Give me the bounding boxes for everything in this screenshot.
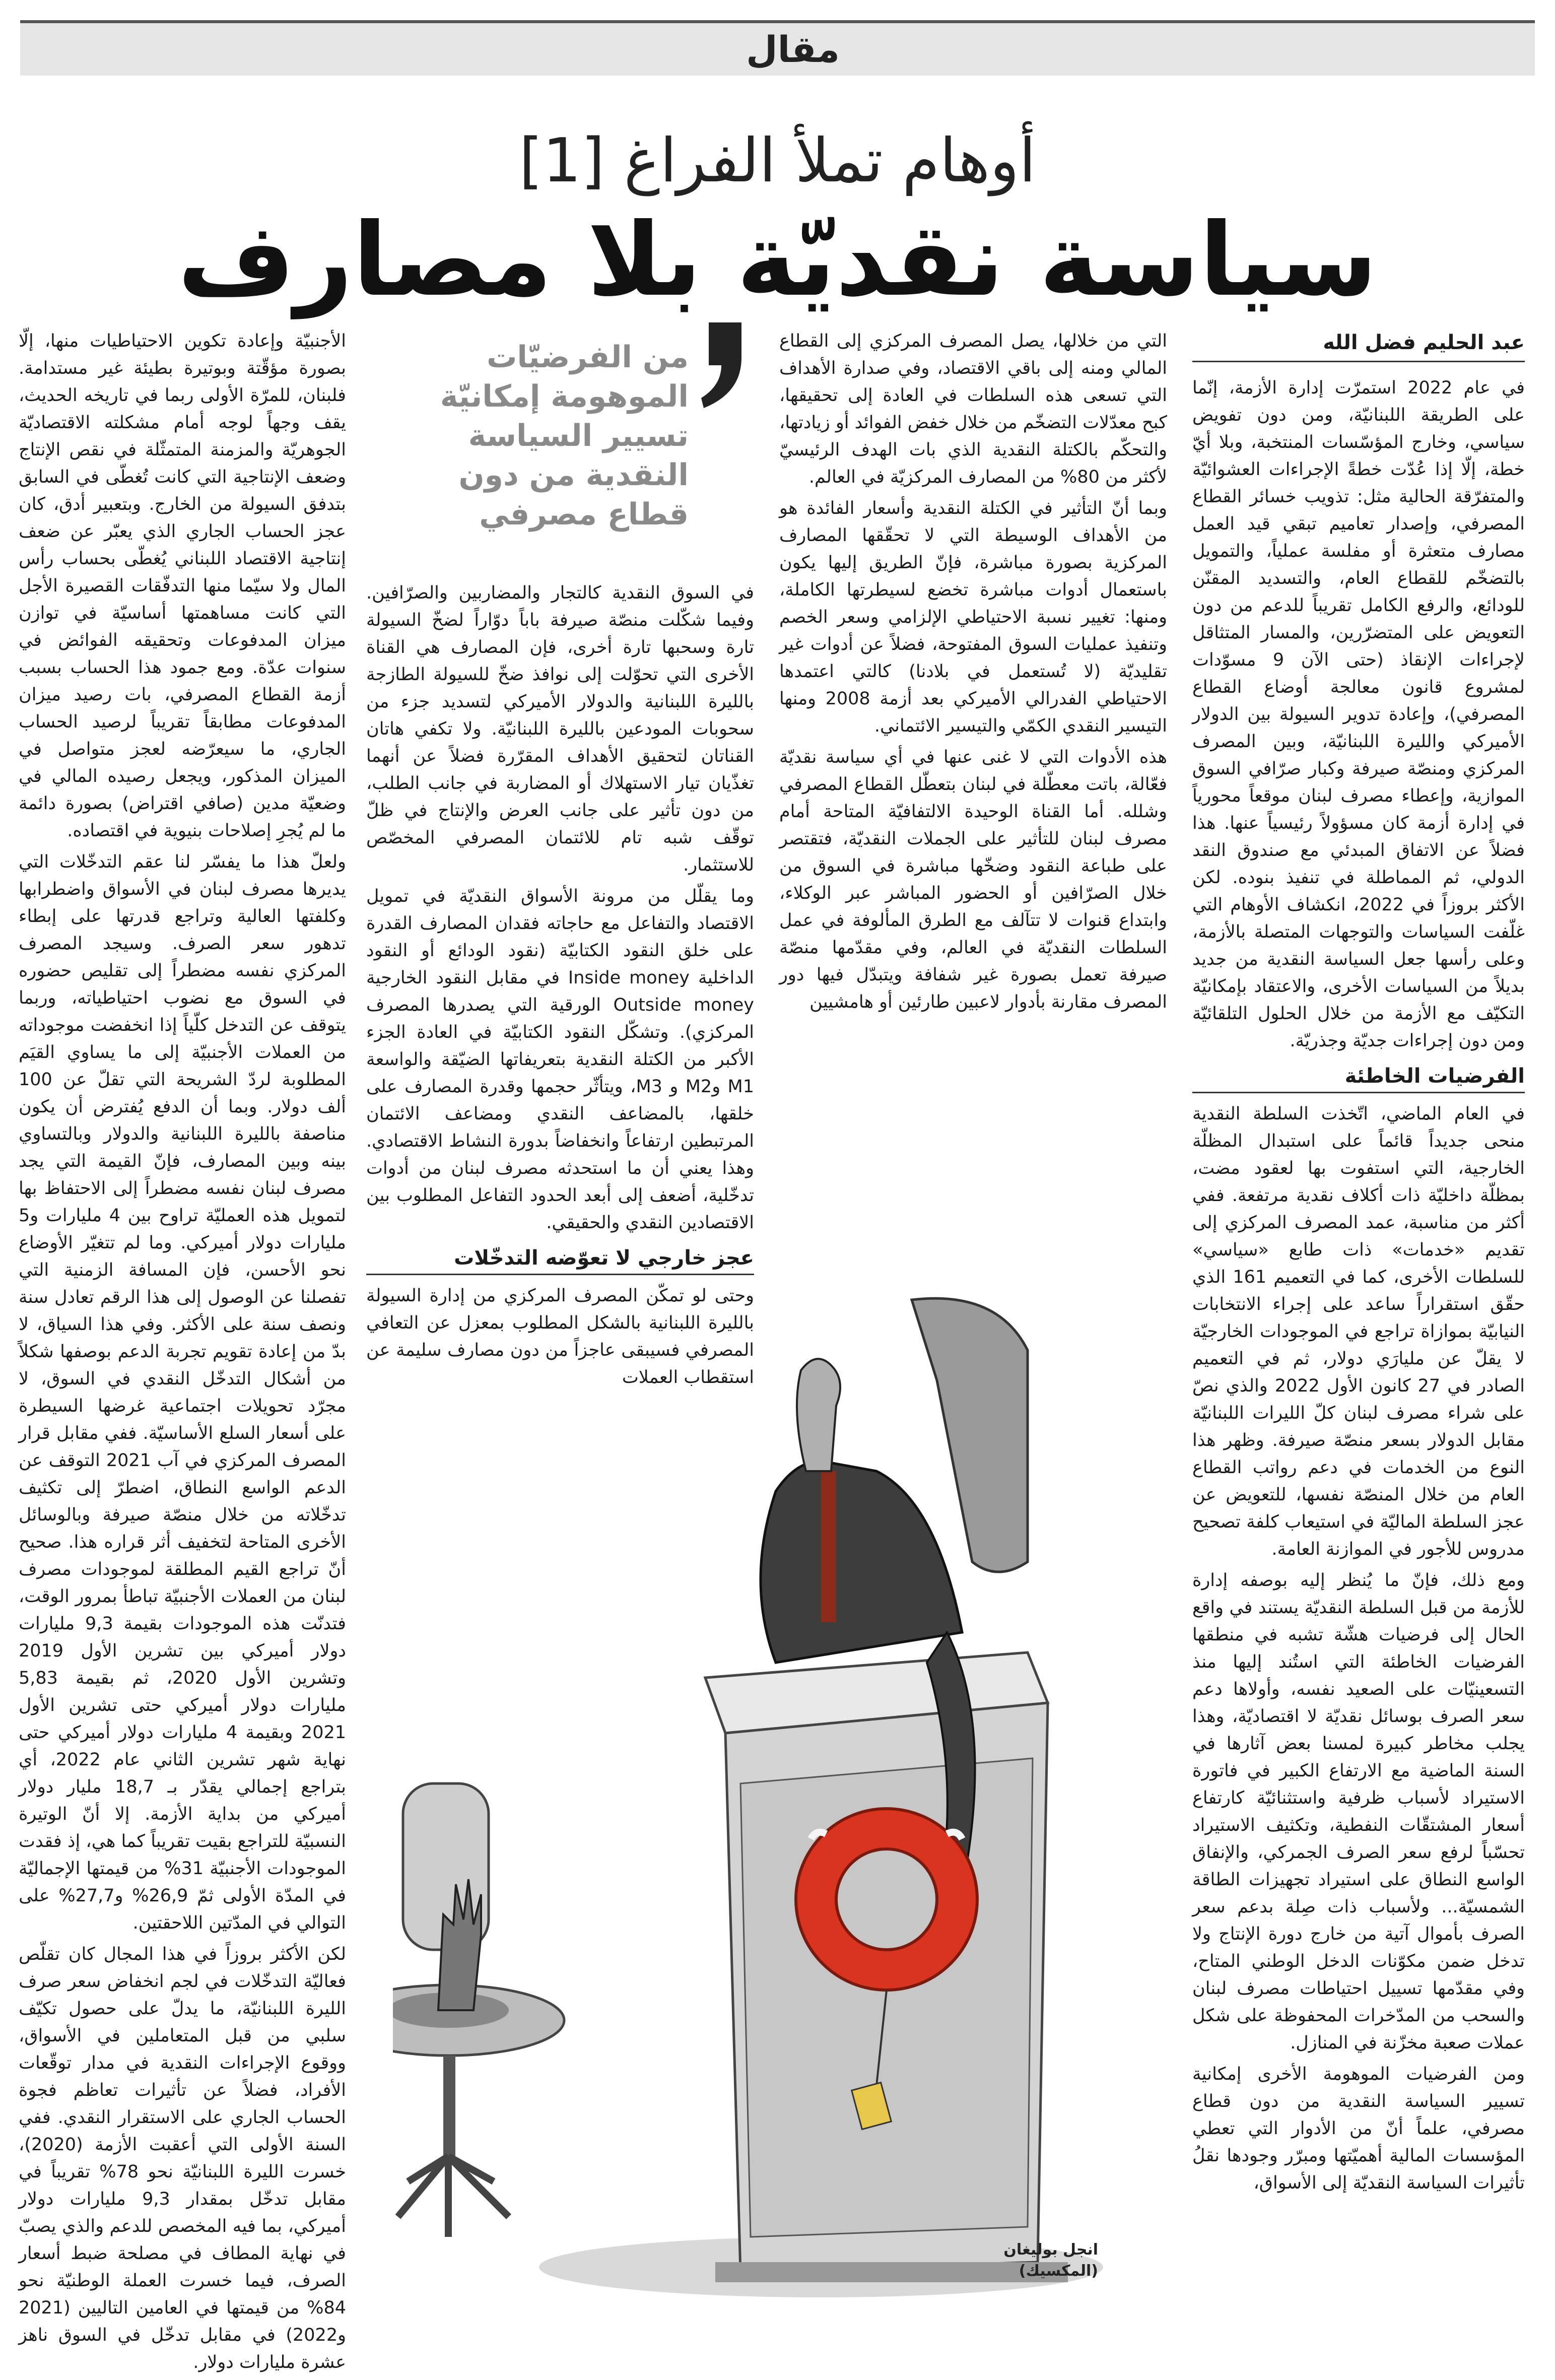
paragraph: وبما أنّ التأثير في الكتلة النقدية وأسعار الفائدة هو من الأهداف الوسيطة التي لا تحقّقها المصارف المركزية بصورة مباشرة، فإنّ الطريق إليها يكون باستعمال أدوات مباشرة تخضع لسيطرتها الكاملة، ومنها: تغيير نسبة الاحتياطي الإلزامي وسعر الخصم وتنفيذ عمليات السوق المفتوحة، فضلاً عن أدوات غير تقليديّة (لا تُستعمل في بلادنا) كالتي اعتمدها الاحتياطي الفدرالي الأميركي بعد أزمة 2008 ومنها التيسير النقدي الكمّي والتيسير الائتماني. [779, 498, 1167, 736]
paragraph: التي من خلالها، يصل المصرف المركزي إلى القطاع المالي ومنه إلى باقي الاقتصاد، وفي صدارة الأهداف التي تسعى هذه السلطات في العادة إلى تحقيقها، كبح معدّلات التضخّم من خلال خفض الفوائد أو زيادتها، والتحكّم بالكتلة النقدية الذي بات الهدف الرئيسيّ لأكثر من 80% من المصارف المركزيّة في العالم. [779, 331, 1167, 487]
pull-quote-text: من الفرضيّات الموهومة إمكانيّة تسيير السياسة النقدية من دون قطاع مصرفي [440, 340, 689, 532]
paragraph: الأجنبيّة وإعادة تكوين الاحتياطيات منها، إلّا بصورة مؤقّتة وبوتيرة بطيئة غير مستدامة. فلبنان، للمرّة الأولى ربما في تاريخه الحديث، يقف وجهاً لوجه أمام مشكلته الاقتصاديّة الجوهريّة والمزمنة المتمثّلة في نقص الإنتاج وضعف الإنتاجية التي كانت تُغطّى في السابق بتدفق السيولة من الخارج. وبتعبير أدق، كان عجز الحساب الجاري الذي يعبّر عن ضعف إنتاجية الاقتصاد اللبناني يُغطّى بحساب رأس المال ولا سيّما منها التدفّقات القصيرة الأجل التي كانت مساهمتها أساسيّة في توازن ميزان المدفوعات وتحقيقه الفوائض في سنوات عدّة. ومع جمود هذا الحساب بسبب أزمة القطاع المصرفي، بات رصيد ميزان المدفوعات مطابقاً تقريباً لرصيد الحساب الجاري، ما سيعرّضه لعجز متواصل في الميزان المذكور، ويجعل رصيده المالي في وضعيّة مدين (صافي اقتراض) بصورة دائمة ما لم يُجرِ إصلاحات بنيوية في اقتصاده. [19, 331, 346, 841]
cartoon-illustration [393, 1280, 1113, 2318]
paragraph: في السوق النقدية كالتجار والمضاربين والصرّافين. وفيما شكّلت منصّة صيرفة باباً دوّاراً لضخّ السيولة تارة وسحبها تارة أخرى، فإن المصارف هي القناة الأخرى التي تحوّلت إلى نوافذ ضخّ للسيولة الطازجة بالليرة اللبنانية والدولار الأميركي لتسديد جزء من سحوبات المودعين بالليرة اللبنانيّة. ولا تكفي هاتان القناتان لتحقيق الأهداف المقرّرة فضلاً عن أنهما تغذّيان تيار الاستهلاك أو المضاربة في جانب الطلب، من دون تأثير على جانب العرض والإنتاج في ظلّ توقّف شبه تام للائتمان المصرفي المخصّص للاستثمار. [366, 583, 754, 875]
paragraph: ومن الفرضيات الموهومة الأخرى إمكانية تسيير السياسة النقدية من دون قطاع مصرفي، علماً أنّ من الأدوار التي تعطي المؤسسات المالية أهميّتها ومبرّر وجودها نقلُ تأثيرات السياسة النقديّة إلى الأسواق، [1192, 2064, 1525, 2193]
article-column-4 [19, 327, 346, 2380]
subheading: عجز خارجي لا تعوّضه التدخّلات [366, 1244, 754, 1275]
section-bar [20, 20, 1535, 76]
subheading: الفرضيات الخاطئة [1192, 1063, 1525, 1093]
article-column-2 [779, 327, 1167, 1020]
article-headline: سياسة نقديّة بلا مصارف [177, 202, 1378, 319]
illustration-credit [997, 2239, 1098, 2282]
artist-origin: (المكسيك) [1019, 2262, 1098, 2280]
section-label: مقال [746, 28, 840, 71]
paragraph: وحتى لو تمكّن المصرف المركزي من إدارة السيولة بالليرة اللبنانية بالشكل المطلوب بمعزل عن التعافي المصرفي فسيبقى عاجزاً من دون مصارف سليمة عن استقطاب العملات [366, 1286, 754, 1387]
pull-quote [366, 327, 754, 564]
paragraph: ولعلّ هذا ما يفسّر لنا عقم التدخّلات التي يديرها مصرف لبنان في الأسواق واضطرابها وكلفتها العالية وتراجع قدرتها على إبطاء تدهور سعر الصرف. وسيجد المصرف المركزي نفسه مضطراً إلى تقليص حضوره في السوق مع نضوب احتياطياته، وربما يتوقف عن التدخل كلّياً إذا انخفضت موجوداته من العملات الأجنبيّة إلى ما يساوي القيَم المطلوبة لردّ الشريحة التي تقلّ عن 100 ألف دولار. وبما أن الدفع يُفترض أن يكون مناصفة بالليرة اللبنانية والدولار وبالتساوي بينه وبين المصارف، فإنّ القيمة التي يجد مصرف لبنان نفسه مضطراً إلى الاحتفاظ بها لتمويل هذه العمليّة تراوح بين 4 مليارات و5 مليارات دولار أميركي. وما لم تتغيّر الأوضاع نحو الأحسن، فإن المسافة الزمنية التي تفصلنا عن الوصول إلى هذا الرقم تعادل سنة ونصف سنة على الأكثر. وفي هذا السياق، لا بدّ من إعادة تقويم تجربة الدعم بوصفها شكلاً من أشكال التدخّل النقدي في السوق، لا مجرّد تحويلات اجتماعية غرضها السيطرة على أسعار السلع الأساسيّة. ففي مقابل قرار المصرف المركزي في آب 2021 التوقف عن الدعم الواسع النطاق، اضطرّ إلى تكثيف تدخّلاته من خلال منصّة صيرفة وبالوسائل الأخرى المتاحة لتخفيف أثر قراره هذا. صحيح أنّ تراجع القيم المطلقة لموجودات مصرف لبنان من العملات الأجنبيّة تباطأ بمرور الوقت، فتدنّت هذه الموجودات بقيمة 9,3 مليارات دولار أميركي بين تشرين الأول 2019 وتشرين الأول 2020، ثم بقيمة 5,83 مليارات دولار أميركي حتى تشرين الأول 2021 وبقيمة 4 مليارات دولار أميركي حتى نهاية شهر تشرين الثاني عام 2022، أي بتراجع إجمالي يقدّر بـ 18,7 مليار دولار أميركي من بداية الأزمة. إلا أنّ الوتيرة النسبيّة للتراجع بقيت تقريباً كما هي، إذ فقدت الموجودات الأجنبيّة 31% من قيمتها الإجماليّة في المدّة الأولى ثمّ 26,9% و27,7% على التوالي في المدّتين اللاحقتين. [19, 852, 346, 1933]
article-kicker [252, 126, 1303, 196]
paragraph: ومع ذلك، فإنّ ما يُنظر إليه بوصفه إدارة للأزمة من قبل السلطة النقديّة يستند في واقع الحال إلى فرضيات هشّة تشبه في منطقها الفرضيات الخاطئة التي استُند إليها منذ التسعينيّات على الصعيد نفسه، وأولاها دعم سعر الصرف بوسائل نقديّة لا اقتصاديّة، وهذا يجلب مخاطر كبيرة لمسنا بعض آثارها في السنة الماضية مع الارتفاع الكبير في فاتورة الاستيراد لأسباب ظرفية واستثنائيّة كارتفاع أسعار المشتقّات النفطية، وتكثيف الاستيراد تحسّباً لرفع سعر الصرف الجمركي، والإنفاق الواسع النطاق على استيراد تجهيزات الطاقة الشمسيّة... ولأسباب ذات صِلة بدعم سعر الصرف بأموال آتية من خارج دورة الإنتاج ولا تدخل ضمن مكوّنات الدخل الوطني المتاح، وفي مقدّمها تسييل احتياطات مصرف لبنان والسحب من المدّخرات المحفوظة على شكل عملات صعبة مخزّنة في المنازل. [1192, 1570, 1525, 2053]
quote-mark-icon [699, 322, 744, 408]
kicker-number: [1] [519, 126, 605, 196]
paragraph: لكن الأكثر بروزاً في هذا المجال كان تقلّص فعاليّة التدخّلات في لجم انخفاض سعر صرف الليرة اللبنانيّة، ما يدلّ على حصول تكيّف سلبي من قبل المتعاملين في الأسواق، ووقوع الإجراءات النقدية في مدار توقّعات الأفراد، فضلاً عن تأثيرات تعاظم فجوة الحساب الجاري على الاستقرار النقدي. ففي السنة الأولى التي أعقبت الأزمة (2020)، خسرت الليرة اللبنانيّة نحو 78% تقريباً في مقابل تدخّل بمقدار 9,3 مليارات دولار أميركي، بما فيه المخصص للدعم والذي يصبّ في نهاية المطاف في مصلحة ضبط أسعار الصرف، فيما خسرت العملة الوطنيّة نحو 84% من قيمتها في العامين التاليين (2021 و2022) في مقابل تدخّل في السوق ناهز عشرة مليارات دولار. [19, 1944, 346, 2372]
article-column-1 [1192, 327, 1525, 2201]
office-chair-icon [393, 1783, 564, 2237]
paragraph: في العام الماضي، اتّخذت السلطة النقدية منحى جديداً قائماً على استبدال المظلّة الخارجية، التي استفوت بها لعقود مضت، بمظلّة داخليّة ذات أكلاف نقدية مرتفعة. ففي أكثر من مناسبة، عمد المصرف المركزي إلى تقديم «خدمات» ذات طابع «سياسي» للسلطات الأخرى، كما في التعميم 161 الذي حقّق استقراراً ساعد على إجراء الانتخابات النيابيّة بموازاة تراجع في الموجودات الخارجيّة لا يقلّ عن مليارَي دولار، ثم في التعميم الصادر في 27 كانون الأول 2022 والذي نصّ على شراء مصرف لبنان كلّ الليرات اللبنانيّة مقابل الدولار بسعر منصّة صيرفة. وظهر هذا النوع من الخدمات في دعم رواتب القطاع العام من خلال المنصّة نفسها، للتعويض عن عجز السلطة الماليّة في استيعاب كلفة تصحيح مدروس للأجور في الموازنة العامة. [1192, 1104, 1525, 1559]
author-byline: عبد الحليم فضل الله [1192, 327, 1525, 362]
article-column-3 [366, 579, 754, 1395]
paragraph: هذه الأدوات التي لا غنى عنها في أي سياسة نقديّة فعّالة، باتت معطّلة في لبنان بتعطّل القطاع المصرفي وشلله. أما القناة الوحيدة الالتفافيّة المتاحة أمام مصرف لبنان للتأثير على الجملات النقديّة، فتقتصر على طباعة النقود وضخّها مباشرة في السوق من خلال الصرّافين أو الحضور المباشر عبر الوكلاء، وابتداع قنوات لا تتآلف مع الطرق المألوفة في عمل السلطات النقديّة في العالم، وفي مقدّمها منصّة صيرفة تعمل بصورة غير شفافة ويتبدّل فيها دور المصرف مقارنة بأدوار لاعبين طارئين أو هامشيين [779, 747, 1167, 1012]
paragraph: في عام 2022 استمرّت إدارة الأزمة، إنّما على الطريقة اللبنانيّة، ومن دون تفويض سياسي، وخارج المؤسّسات المنتخبة، وبلا أيّ خطة، إلّا إذا عُدّت خطةً الإجراءات العشوائيّة والمتفرّقة الحالية مثل: تذويب خسائر القطاع المصرفي، وإصدار تعاميم تبقي قيد العمل مصارف متعثرة أو مفلسة عملياً، والتمويل بالتضخّم للقطاع العام، والتسديد المقنّن للودائع، والرفع الكامل تقريباً للدعم من دون التعويض على المتضرّرين، والمسار المتثاقل لإجراءات الإنقاذ (حتى الآن 9 مسوّدات لمشروع قانون معالجة أوضاع القطاع المصرفي)، وإعادة تدوير السيولة بين الدولار الأميركي والليرة اللبنانيّة، وبين المصرف المركزي ومنصّة صيرفة وكبار صرّافي السوق الموازية، وإعطاء مصرف لبنان موقعاً محورياً في إدارة أزمة كان مسؤولاً رئيسياً عنها. هذا فضلاً عن الاتفاق المبدئي مع صندوق النقد الدولي، ثم المماطلة في تنفيذ بنوده. لكن الأكثر بروزاً في 2022، انكشاف الأوهام التي غلّفت السياسات والتوجهات المتصلة بالأزمة، وعلى رأسها جعل السياسة النقدية من جديد بديلاً من السياسات الأخرى، والاعتقاد بإمكانيّة التكيّف مع الأزمة من خلال الحلول التلقائيّة ومن دون إجراءات جديّة وجذريّة. [1192, 378, 1525, 1051]
kicker-text: أوهام تملأ الفراغ [624, 126, 1036, 196]
artist-name: انجل بوليغان [1003, 2241, 1098, 2259]
paragraph: وما يقلّل من مرونة الأسواق النقديّة في تمويل الاقتصاد والتفاعل مع حاجاته فقدان المصارف القدرة على خلق النقود الكتابيّة (نقود الودائع أو النقود الداخلية Inside money في مقابل النقود الخارجية Outside money الورقية التي يصدرها المصرف المركزي). وتشكّل النقود الكتابيّة في العادة الجزء الأكبر من الكتلة النقدية بتعريفاتها الضيّقة والواسعة M1 وM2 و M3، ويتأثّر حجمها وقدرة المصارف على خلقها، بالمضاعف النقدي ومضاعف الائتمان المرتبطين ارتفاعاً وانخفاضاً بدورة النشاط الاقتصادي. وهذا يعني أن ما استحدثه مصرف لبنان من أدوات تدخّلية، أضعف إلى أبعد الحدود التفاعل المطلوب بين الاقتصادين النقدي والحقيقي. [366, 886, 755, 1233]
